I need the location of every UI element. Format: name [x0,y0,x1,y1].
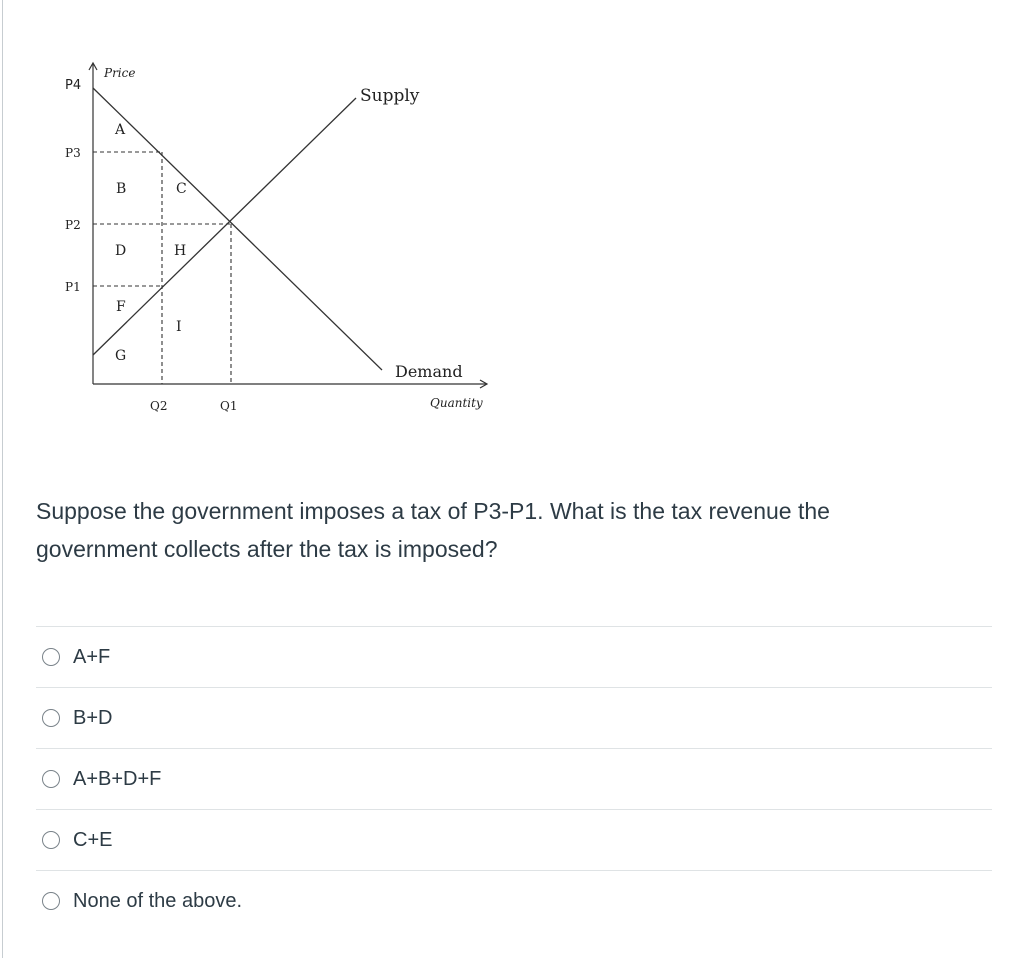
price-level-p1: P1 [65,280,81,294]
region-h: H [174,243,187,259]
radio-button-icon[interactable] [42,770,60,788]
answer-option[interactable] [36,810,992,871]
answer-option[interactable] [36,871,992,931]
demand-label: Demand [395,362,463,381]
region-g: G [115,348,127,364]
supply-demand-figure [40,50,500,430]
content-left-border [2,0,3,958]
price-level-p2: P2 [65,218,81,232]
supply-curve [93,98,356,355]
answer-label: A+B+D+F [73,767,162,790]
question-text: Suppose the government imposes a tax of P3-P1. What is the tax revenue the government collects after the tax is imposed? [36,498,830,562]
price-level-p4: P4 [65,78,82,93]
region-b: B [116,181,127,197]
region-a: A [115,122,126,138]
price-axis-label: Price [104,66,136,80]
quantity-axis-label: Quantity [430,396,483,410]
answer-option[interactable] [36,688,992,749]
answer-option[interactable] [36,749,992,810]
answer-label: None of the above. [73,889,243,912]
region-c: C [176,181,187,197]
radio-button-icon[interactable] [42,648,60,666]
answer-label: C+E [73,828,113,851]
demand-curve [93,88,382,370]
region-i: I [176,319,182,335]
answer-option[interactable] [36,627,992,688]
answer-label: B+D [73,706,113,729]
answer-list [36,626,992,931]
quantity-level-q2: Q2 [150,399,168,413]
answer-label: A+F [73,645,111,668]
supply-label: Supply [360,86,420,106]
radio-button-icon[interactable] [42,709,60,727]
region-d: D [115,243,127,259]
quantity-level-q1: Q1 [220,399,238,413]
radio-button-icon[interactable] [42,892,60,910]
supply-demand-diagram [40,50,500,430]
radio-button-icon[interactable] [42,831,60,849]
region-f: F [116,299,126,315]
price-level-p3: P3 [65,146,81,160]
